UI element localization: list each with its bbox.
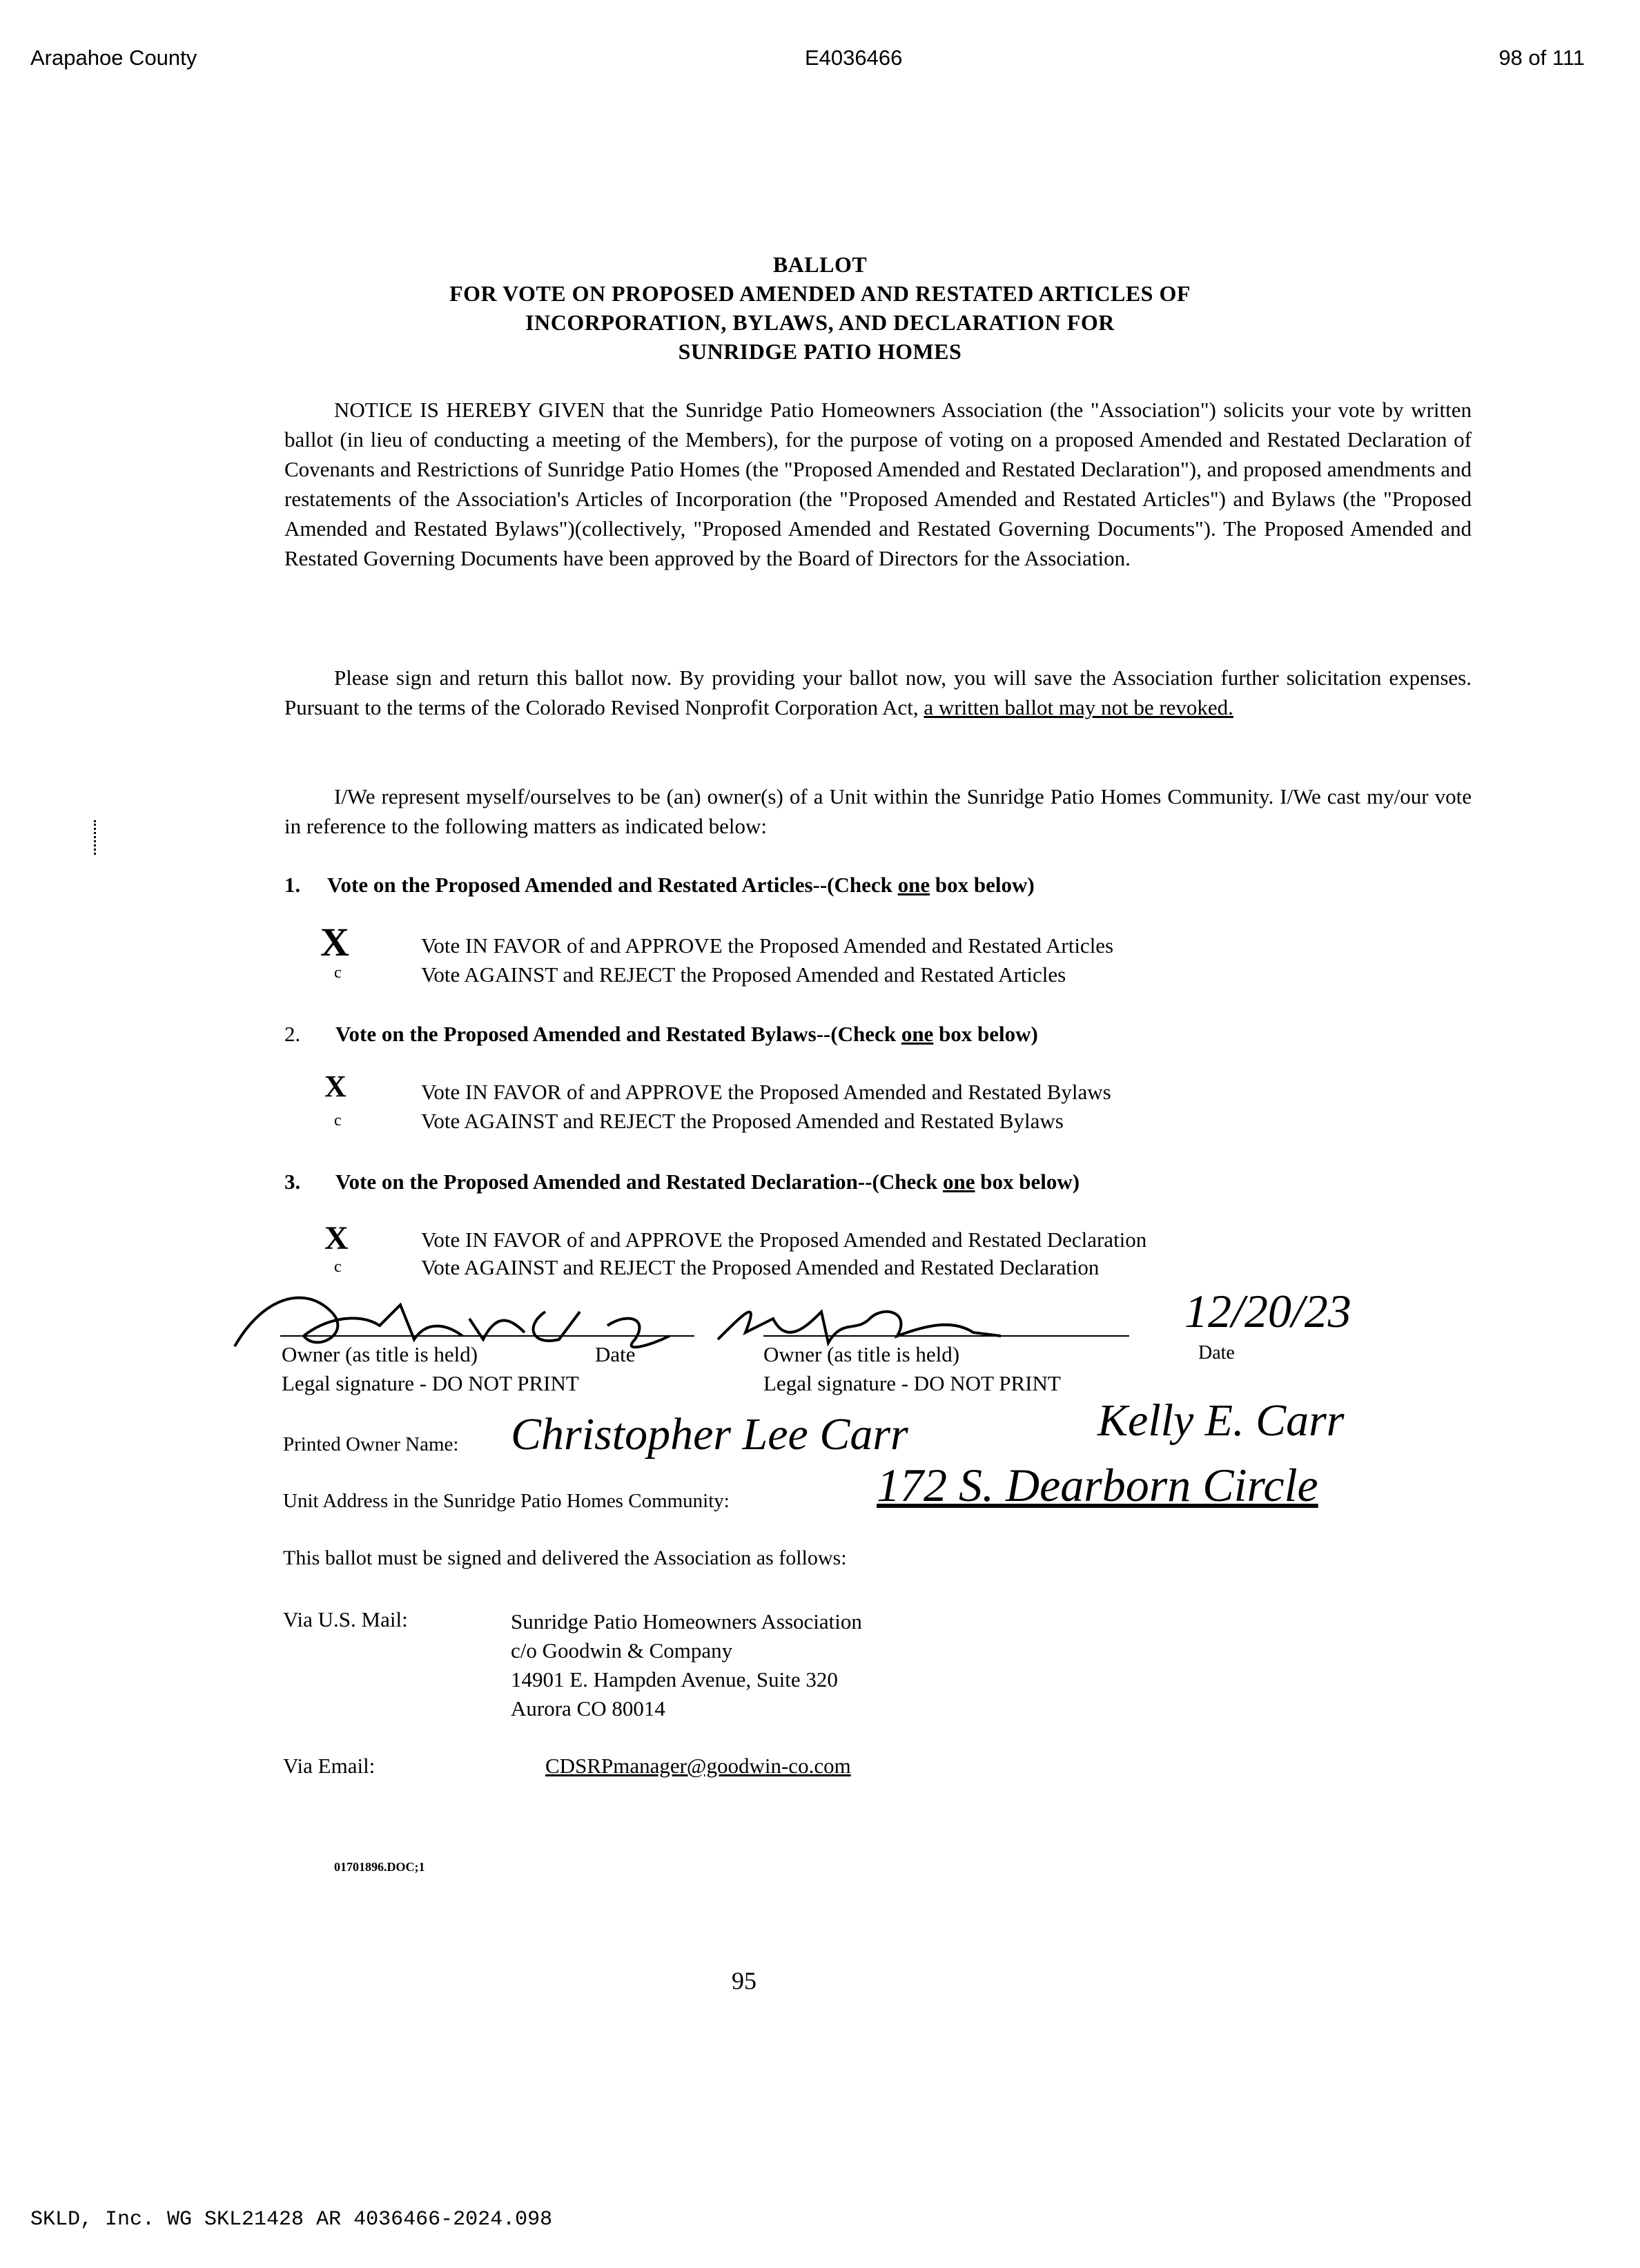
owner2-legal-note: Legal signature - DO NOT PRINT [763, 1371, 1061, 1395]
item-1-number: 1. [284, 873, 301, 897]
signature-date: 12/20/23 [1184, 1285, 1351, 1337]
item-2-heading [335, 1022, 1038, 1047]
item-3-heading-a: Vote on the Proposed Amended and Restated Declaration--(Check [335, 1170, 944, 1194]
delivery-instructions: This ballot must be signed and delivered the Association as follows: [283, 1547, 847, 1569]
page-number: 95 [732, 1967, 756, 1995]
item-1-heading [327, 873, 1035, 898]
printed-name-owner1: Christopher Lee Carr [511, 1409, 908, 1460]
owner1-signature-line [280, 1335, 694, 1337]
mail-line-1: Sunridge Patio Homeowners Association [511, 1609, 862, 1634]
owner1-label: Owner (as title is held) [282, 1342, 478, 1366]
footer-recording-info: SKLD, Inc. WG SKL21428 AR 4036466-2024.098 [30, 2208, 553, 2231]
please-text: Please sign and return this ballot now. By providing your ballot now, you will save the Association further solicitation expenses. Pursuant to the terms of the Colorado Revised Nonprofit Corporation Act, [284, 666, 1472, 719]
item-1-heading-one: one [897, 873, 930, 897]
mail-line-2: c/o Goodwin & Company [511, 1638, 733, 1663]
mail-address [511, 1607, 862, 1723]
ballot-subtitle-2: INCORPORATION, BYLAWS, AND DECLARATION FOR [525, 310, 1115, 335]
notice-paragraph: NOTICE IS HEREBY GIVEN that the Sunridge Patio Homeowners Association (the "Association") solicits your vote by written ballot (in lieu of conducting a meeting of the Members), for the purpose of voting on a proposed Amended and Restated Declaration of Covenants and Restrictions of Sunridge Patio Homes (the "Proposed Amended and Restated Declaration"), and proposed amendments and restatements of the Association's Articles of Incorporation (the "Proposed Amended and Restated Articles") and Bylaws (the "Proposed Amended and Restated Bylaws")(collectively, "Proposed Amended and Restated Governing Documents"). The Proposed Amended and Restated Governing Documents have been approved by the Board of Directors for the Association. [284, 398, 1472, 570]
item-1-heading-b: box below) [930, 873, 1035, 897]
item-2-favor-label: Vote IN FAVOR of and APPROVE the Proposed Amended and Restated Bylaws [421, 1080, 1111, 1104]
printed-name-owner2: Kelly E. Carr [1097, 1395, 1345, 1446]
item-1-against-checkbox[interactable]: c [334, 964, 342, 982]
date2-label: Date [1198, 1342, 1235, 1364]
item-3-heading [335, 1170, 1080, 1194]
item-3-favor-checkbox[interactable]: X [324, 1220, 349, 1257]
reception-number: E4036466 [805, 46, 903, 70]
county-name: Arapahoe County [30, 46, 197, 70]
item-2-number: 2. [284, 1022, 301, 1046]
email-link[interactable]: CDSRPmanager@goodwin-co.com [545, 1754, 851, 1778]
item-3-heading-b: box below) [975, 1170, 1080, 1194]
item-3-heading-one: one [943, 1170, 975, 1194]
not-revoked-text: a written ballot may not be revoked. [924, 695, 1233, 719]
represent-paragraph: I/We represent myself/ourselves to be (an) owner(s) of a Unit within the Sunridge Patio Homes Community. I/We cast my/our vote in reference to the following matters as indicated below: [284, 784, 1472, 838]
owner2-signature-line [763, 1335, 1129, 1337]
printed-name-label: Printed Owner Name: [283, 1433, 459, 1455]
item-2-heading-a: Vote on the Proposed Amended and Restated Bylaws--(Check [335, 1022, 901, 1046]
ballot-subtitle-3: SUNRIDGE PATIO HOMES [678, 339, 962, 364]
item-2-against-label: Vote AGAINST and REJECT the Proposed Amended and Restated Bylaws [421, 1109, 1064, 1133]
ballot-title: BALLOT [772, 252, 868, 277]
email-label: Via Email: [283, 1754, 375, 1778]
owner1-legal-note: Legal signature - DO NOT PRINT [282, 1371, 579, 1395]
item-2-heading-one: one [901, 1022, 934, 1046]
mail-line-4: Aurora CO 80014 [511, 1696, 665, 1721]
document-code: 01701896.DOC;1 [334, 1860, 425, 1874]
unit-address-label: Unit Address in the Sunridge Patio Homes Community: [283, 1490, 730, 1512]
item-2-against-checkbox[interactable]: c [334, 1112, 342, 1130]
item-3-against-label: Vote AGAINST and REJECT the Proposed Amended and Restated Declaration [421, 1255, 1100, 1279]
margin-stamp [94, 820, 103, 855]
item-2-heading-b: box below) [933, 1022, 1038, 1046]
item-3-against-checkbox[interactable]: c [334, 1258, 342, 1276]
ballot-subtitle-1: FOR VOTE ON PROPOSED AMENDED AND RESTATED ARTICLES OF [449, 281, 1191, 306]
please-paragraph [284, 663, 1472, 722]
item-3-favor-label: Vote IN FAVOR of and APPROVE the Proposed Amended and Restated Declaration [421, 1228, 1147, 1252]
item-1-favor-label: Vote IN FAVOR of and APPROVE the Proposed Amended and Restated Articles [421, 933, 1114, 958]
item-2-favor-checkbox[interactable]: X [324, 1069, 346, 1103]
item-3-number: 3. [284, 1170, 301, 1194]
owner2-label: Owner (as title is held) [763, 1342, 960, 1366]
item-1-against-label: Vote AGAINST and REJECT the Proposed Amended and Restated Articles [421, 962, 1066, 987]
unit-address-value: 172 S. Dearborn Circle [877, 1459, 1318, 1511]
mail-label: Via U.S. Mail: [283, 1607, 408, 1631]
page-count: 98 of 111 [1499, 46, 1585, 70]
mail-line-3: 14901 E. Hampden Avenue, Suite 320 [511, 1667, 838, 1692]
date1-label: Date [595, 1342, 636, 1366]
item-1-heading-a: Vote on the Proposed Amended and Restated Articles--(Check [327, 873, 898, 897]
item-1-favor-checkbox[interactable]: X [320, 920, 349, 965]
